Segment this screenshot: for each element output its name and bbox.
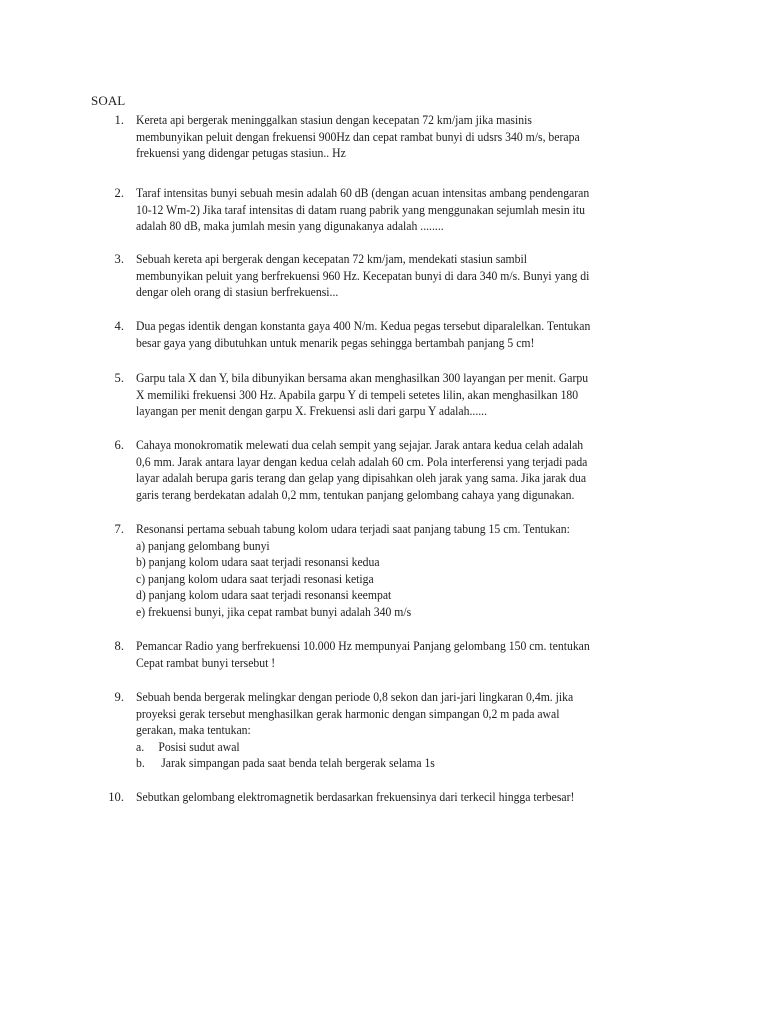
- question-line: Cahaya monokromatik melewati dua celah sempit yang sejajar. Jarak antara kedua celah adalah: [136, 438, 584, 452]
- question-number: 4.: [114, 319, 124, 333]
- question-line: d) panjang kolom udara saat terjadi resonansi keempat: [136, 588, 392, 602]
- question-line: Taraf intensitas bunyi sebuah mesin adalah 60 dB (dengan acuan intensitas ambang pendengaran: [136, 186, 590, 200]
- question-text: [136, 689, 638, 772]
- question-line: membunyikan peluit yang berfrekuensi 960 Hz. Kecepatan bunyi di dara 340 m/s. Bunyi yang di: [136, 268, 590, 283]
- question-line: dengar oleh orang di stasiun berfrekuensi...: [136, 285, 339, 299]
- question-text: [136, 251, 638, 301]
- question-text: [136, 638, 638, 671]
- question-line: Sebuah kereta api bergerak dengan kecepatan 72 km/jam, mendekati stasiun sambil: [136, 252, 528, 266]
- question-line: Cepat rambat bunyi tersebut !: [136, 655, 276, 670]
- question-line: adalah 80 dB, maka jumlah mesin yang digunakanya adalah ........: [136, 219, 444, 233]
- question-line: membunyikan peluit dengan frekuensi 900Hz dan cepat rambat bunyi di udsrs 340 m/s, berapa: [136, 129, 580, 144]
- question-line: gerakan, maka tentukan:: [136, 723, 251, 737]
- question-line: Dua pegas identik dengan konstanta gaya 400 N/m. Kedua pegas tersebut diparalelkan. Tentukan: [136, 319, 591, 333]
- question-text: [136, 370, 638, 420]
- question-number: 10.: [108, 790, 124, 804]
- question-line: a) panjang gelombang bunyi: [136, 538, 270, 553]
- question-number: 6.: [114, 438, 124, 452]
- question-line: c) panjang kolom udara saat terjadi resonasi ketiga: [136, 571, 374, 586]
- question-text: [136, 112, 638, 162]
- question-line: Pemancar Radio yang berfrekuensi 10.000 Hz mempunyai Panjang gelombang 150 cm. tentukan: [136, 639, 590, 653]
- question-text: [136, 521, 638, 620]
- question-line: Sebuah benda bergerak melingkar dengan periode 0,8 sekon dan jari-jari lingkaran 0,4m. jika: [136, 690, 574, 704]
- question-line: layar adalah berupa garis terang dan gelap yang dipisahkan oleh jarak yang sama. Jika jarak dua: [136, 471, 587, 485]
- question-line: X memiliki frekuensi 300 Hz. Apabila garpu Y di tempeli setetes lilin, akan menghasilkan 180: [136, 387, 579, 402]
- question-line: b) panjang kolom udara saat terjadi resonansi kedua: [136, 555, 380, 569]
- question-line: layangan per menit dengan garpu X. Frekuensi asli dari garpu Y adalah......: [136, 404, 488, 418]
- question-number: 5.: [114, 371, 124, 385]
- sub-item-letter: b.: [136, 756, 145, 770]
- sub-item: [136, 755, 638, 772]
- question-number: 7.: [114, 522, 124, 536]
- question-number: 9.: [114, 690, 124, 704]
- document-heading: SOAL: [91, 93, 126, 108]
- question-number: 2.: [114, 186, 124, 200]
- question-line: garis terang berdekatan adalah 0,2 mm, tentukan panjang gelombang cahaya yang digunakan.: [136, 487, 575, 502]
- question-line: Kereta api bergerak meninggalkan stasiun dengan kecepatan 72 km/jam jika masinis: [136, 113, 532, 127]
- question-text: [136, 185, 638, 235]
- question-line: 10-12 Wm-2) Jika taraf intensitas di datam ruang pabrik yang menggunakan sejumlah mesin itu: [136, 202, 585, 217]
- sub-item-text: Jarak simpangan pada saat benda telah bergerak selama 1s: [158, 756, 435, 770]
- question-line: Sebutkan gelombang elektromagnetik berdasarkan frekuensinya dari terkecil hingga terbesar!: [136, 790, 575, 804]
- question-line: proyeksi gerak tersebut menghasilkan gerak harmonic dengan simpangan 0,2 m pada awal: [136, 706, 560, 721]
- question-line: besar gaya yang dibutuhkan untuk menarik pegas sehingga bertambah panjang 5 cm!: [136, 335, 535, 350]
- question-number: 3.: [114, 252, 124, 266]
- question-line: 0,6 mm. Jarak antara layar dengan kedua celah adalah 60 cm. Pola interferensi yang terjadi pada: [136, 454, 588, 469]
- question-line: Garpu tala X dan Y, bila dibunyikan bersama akan menghasilkan 300 layangan per menit. Garpu: [136, 371, 589, 385]
- question-text: [136, 318, 638, 351]
- question-line: frekuensi yang didengar petugas stasiun.. Hz: [136, 146, 346, 160]
- sub-item: [136, 739, 638, 756]
- sub-item-letter: a.: [136, 739, 145, 754]
- sub-item-text: Posisi sudut awal: [158, 739, 240, 754]
- question-number: 1.: [114, 113, 124, 127]
- question-line: e) frekuensi bunyi, jika cepat rambat bunyi adalah 340 m/s: [136, 604, 412, 619]
- question-text: [136, 437, 638, 503]
- question-number: 8.: [114, 639, 124, 653]
- question-line: Resonansi pertama sebuah tabung kolom udara terjadi saat panjang tabung 15 cm. Tentukan:: [136, 522, 570, 536]
- question-text: [136, 789, 638, 806]
